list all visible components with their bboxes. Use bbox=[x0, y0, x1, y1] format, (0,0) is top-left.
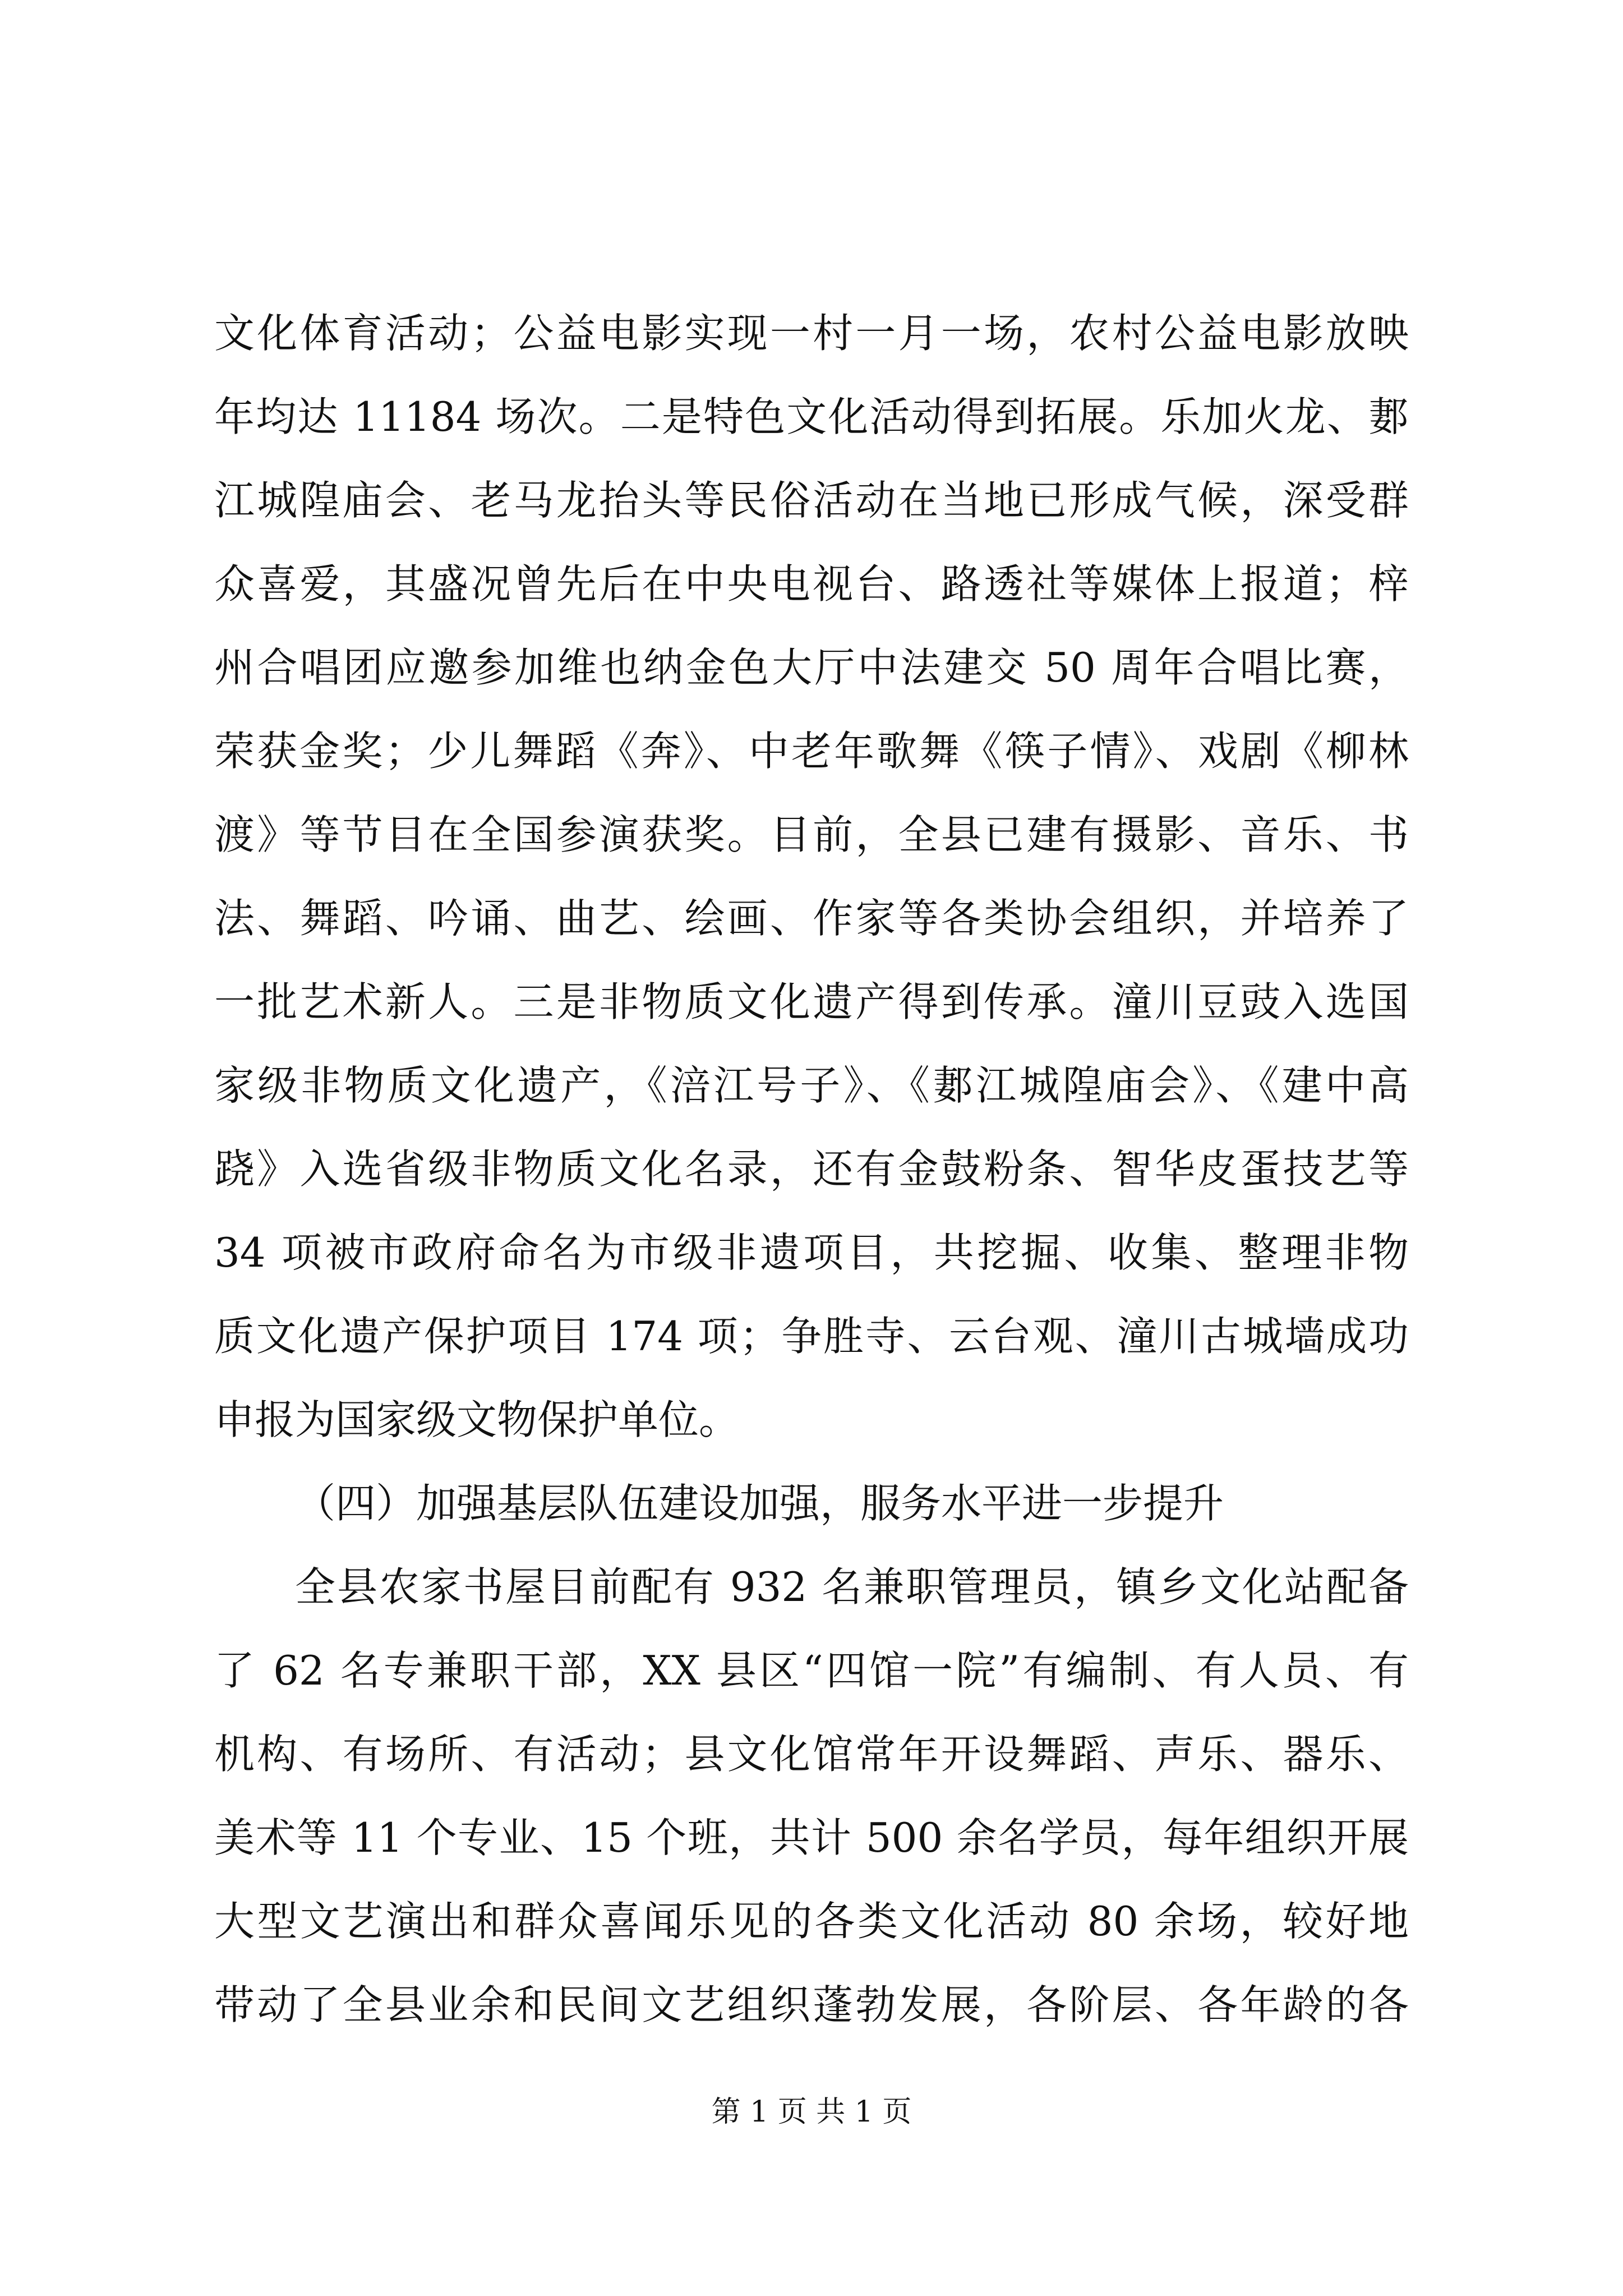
text-line: 全县农家书屋目前配有 932 名兼职管理员，镇乡文化站配备 bbox=[295, 1563, 1409, 1611]
text-line: 文化体育活动；公益电影实现一村一月一场，农村公益电影放映 bbox=[214, 310, 1409, 357]
document-body bbox=[214, 292, 1409, 2047]
text-line: 大型文艺演出和群众喜闻乐见的各类文化活动 80 余场，较好地 bbox=[214, 1898, 1409, 1945]
text-line: 质文化遗产保护项目 174 项；争胜寺、云台观、潼川古城墙成功 bbox=[214, 1313, 1409, 1360]
text-line: 家级非物质文化遗产，《涪江号子》、《郪江城隍庙会》、《建中高 bbox=[214, 1062, 1409, 1109]
text-line: 申报为国家级文物保护单位。 bbox=[214, 1396, 740, 1443]
text-line: 34 项被市政府命名为市级非遗项目，共挖掘、收集、整理非物 bbox=[214, 1229, 1409, 1276]
text-line: 众喜爱，其盛况曾先后在中央电视台、路透社等媒体上报道；梓 bbox=[214, 560, 1409, 608]
text-line: 了 62 名专兼职干部，XX 县区“四馆一院”有编制、有人员、有 bbox=[214, 1647, 1409, 1694]
text-line: 江城隍庙会、老马龙抬头等民俗活动在当地已形成气候，深受群 bbox=[214, 477, 1409, 524]
text-line: 荣获金奖；少儿舞蹈《奔》、中老年歌舞《筷子情》、戏剧《柳林 bbox=[214, 728, 1409, 775]
text-line: 带动了全县业余和民间文艺组织蓬勃发展，各阶层、各年龄的各 bbox=[214, 1981, 1409, 2028]
text-line: 美术等 11 个专业、15 个班，共计 500 余名学员，每年组织开展 bbox=[214, 1814, 1409, 1861]
text-line: 跷》入选省级非物质文化名录，还有金鼓粉条、智华皮蛋技艺等 bbox=[214, 1145, 1409, 1193]
text-line: 法、舞蹈、吟诵、曲艺、绘画、作家等各类协会组织，并培养了 bbox=[214, 895, 1409, 942]
text-line: 年均达 11184 场次。二是特色文化活动得到拓展。乐加火龙、郪 bbox=[214, 393, 1409, 440]
section-heading: （四）加强基层队伍建设加强，服务水平进一步提升 bbox=[295, 1480, 1224, 1527]
text-line: 州合唱团应邀参加维也纳金色大厅中法建交 50 周年合唱比赛， bbox=[214, 644, 1409, 691]
page-number-footer: 第 1 页 共 1 页 bbox=[711, 2095, 912, 2129]
text-line: 机构、有场所、有活动；县文化馆常年开设舞蹈、声乐、器乐、 bbox=[214, 1731, 1409, 1778]
text-line: 渡》等节目在全国参演获奖。目前，全县已建有摄影、音乐、书 bbox=[214, 811, 1409, 858]
text-line: 一批艺术新人。三是非物质文化遗产得到传承。潼川豆豉入选国 bbox=[214, 978, 1409, 1025]
